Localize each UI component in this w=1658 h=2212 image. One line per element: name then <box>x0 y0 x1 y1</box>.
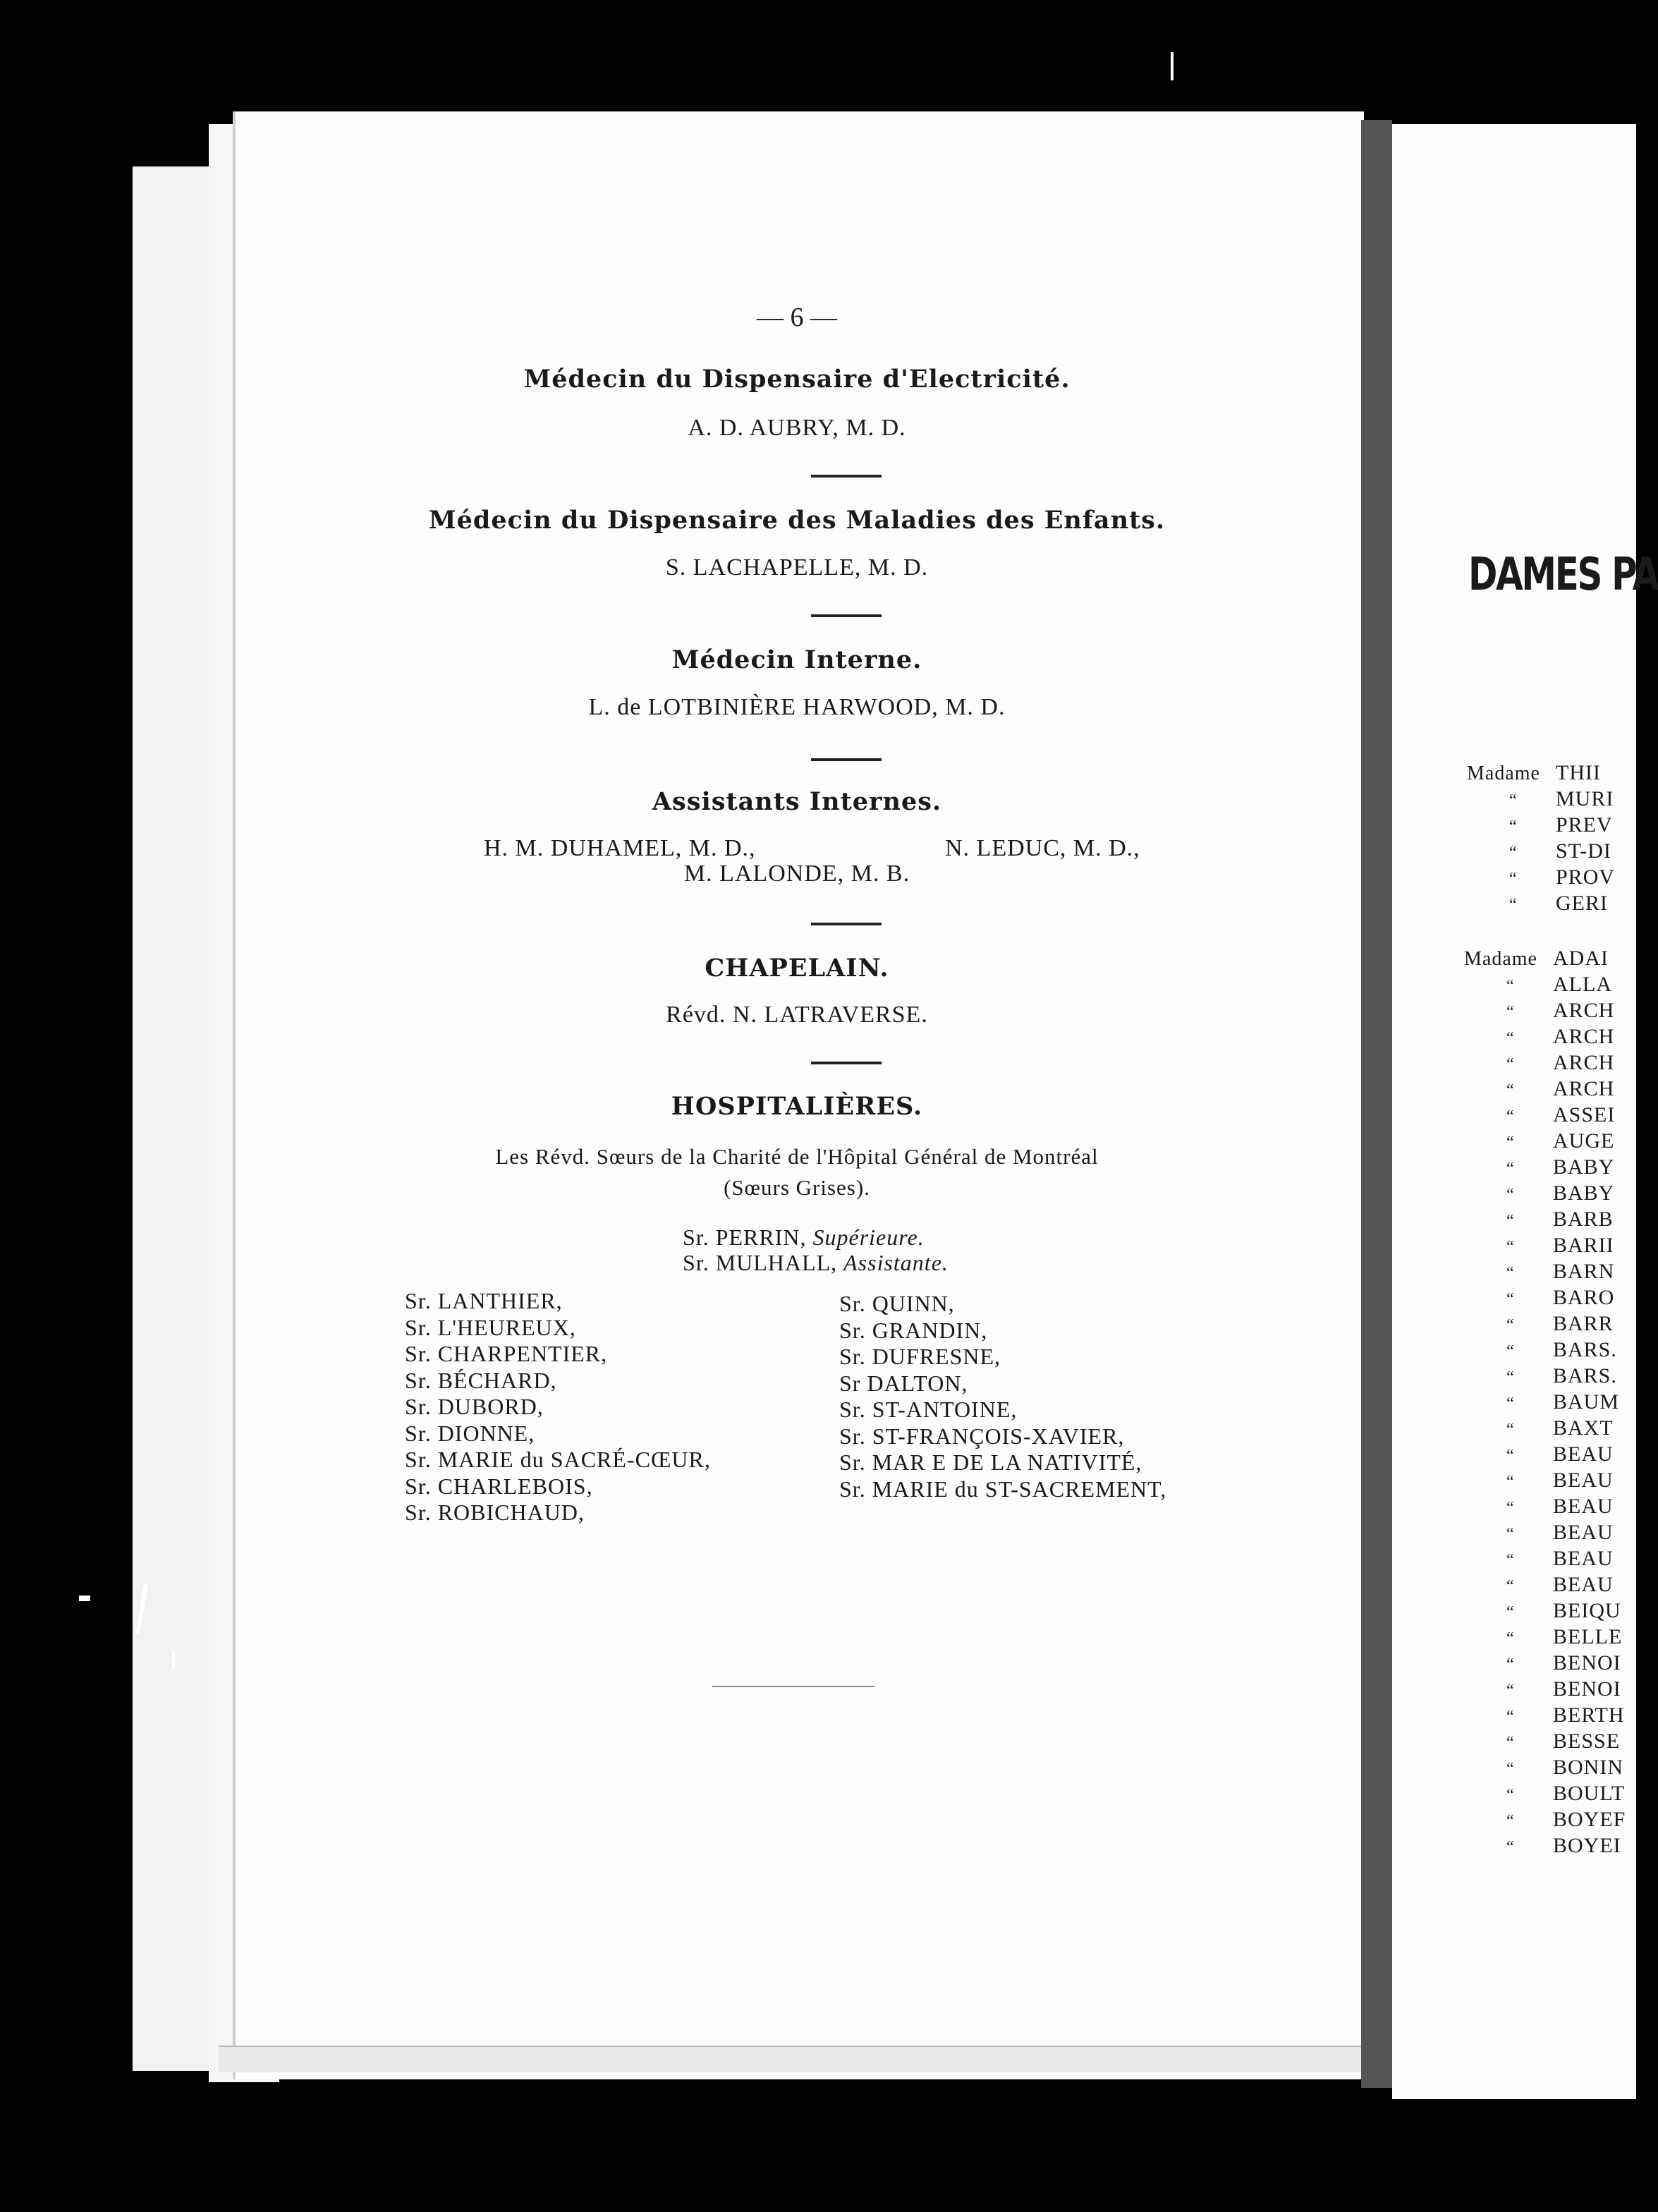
list-item: Sr. DUFRESNE, <box>839 1344 1001 1369</box>
list-item <box>1464 1363 1626 1389</box>
list-item-name: BEAU <box>1553 1521 1614 1544</box>
list-item-name: BAUM <box>1553 1390 1620 1414</box>
list-item-prefix: “ <box>1506 1134 1515 1152</box>
section-rule <box>811 614 882 617</box>
list-item <box>1464 1833 1626 1859</box>
list-item <box>1464 1624 1626 1650</box>
list-item <box>1464 1806 1626 1833</box>
list-item <box>1464 1780 1626 1806</box>
list-item <box>1464 1284 1626 1311</box>
list-item-prefix: “ <box>1509 896 1518 914</box>
list-item-prefix: “ <box>1506 1812 1515 1830</box>
superieure-line <box>683 1224 925 1251</box>
list-item <box>1464 945 1626 971</box>
list-item-prefix: Madame <box>1464 948 1537 970</box>
list-item-name: BARII <box>1553 1234 1614 1257</box>
list-item <box>1464 1206 1626 1232</box>
list-item-prefix: “ <box>1506 1029 1515 1047</box>
list-item <box>1467 786 1615 812</box>
list-item-name: BARN <box>1553 1260 1615 1283</box>
list-item <box>1464 1702 1626 1728</box>
list-item-prefix: “ <box>1506 1838 1515 1857</box>
list-item <box>1464 1676 1626 1702</box>
list-item-prefix: “ <box>1509 791 1518 810</box>
list-item: Sr. L'HEUREUX, <box>405 1314 576 1340</box>
list-item-prefix: “ <box>1509 818 1518 836</box>
list-item <box>1464 1545 1626 1572</box>
list-item <box>1464 1128 1626 1154</box>
name-lalonde: M. LALONDE, M. B. <box>683 861 910 887</box>
list-item-prefix: “ <box>1506 1603 1515 1622</box>
list-item-name: BOYEI <box>1553 1834 1621 1857</box>
list-item-prefix: “ <box>1506 1212 1515 1230</box>
heading-hospitalieres: HOSPITALIÈRES. <box>671 1092 923 1121</box>
list-item <box>1467 760 1615 786</box>
list-item-name: MURI <box>1556 787 1614 810</box>
list-item-name: PREV <box>1556 813 1613 837</box>
list-item: Sr. GRANDIN, <box>839 1317 988 1343</box>
list-item <box>1464 1258 1626 1284</box>
list-item-name: BERTH <box>1553 1703 1625 1727</box>
list-item <box>1467 864 1615 890</box>
list-item-prefix: “ <box>1506 1055 1515 1074</box>
list-item-name: BEAU <box>1553 1573 1614 1596</box>
list-item <box>1464 1389 1626 1415</box>
list-item <box>1464 1598 1626 1624</box>
list-item: Sr. MARIE du SACRÉ-CŒUR, <box>405 1447 711 1472</box>
list-item-prefix: “ <box>1506 1368 1515 1387</box>
list-item <box>1467 838 1615 864</box>
name-duhamel: H. M. DUHAMEL, M. D., <box>484 835 756 861</box>
list-item-name: BARR <box>1553 1312 1614 1335</box>
list-item: Sr. ST-ANTOINE, <box>839 1397 1018 1422</box>
list-item-name: BABY <box>1553 1181 1615 1205</box>
list-item: Sr. MAR E DE LA NATIVITÉ, <box>839 1450 1142 1475</box>
superieure-title: Supérieure. <box>812 1224 925 1250</box>
right-page-title: DAMES PA <box>1468 549 1658 601</box>
list-item-name: ARCH <box>1553 1051 1615 1074</box>
list-item-prefix: “ <box>1506 1629 1515 1648</box>
list-item-prefix: “ <box>1506 1290 1515 1308</box>
list-item <box>1464 1650 1626 1676</box>
list-item-prefix: “ <box>1506 1238 1515 1256</box>
list-item-prefix: “ <box>1506 1394 1515 1413</box>
list-item-name: BEAU <box>1553 1547 1614 1570</box>
list-item-prefix: “ <box>1506 1708 1515 1726</box>
list-item: Sr. DUBORD, <box>405 1394 544 1419</box>
list-item-name: BARO <box>1553 1286 1615 1309</box>
list-item <box>1464 1311 1626 1337</box>
list-item-name: BAXT <box>1553 1416 1614 1440</box>
sisters-list-left <box>405 1288 711 1526</box>
list-item-name: ARCH <box>1553 1077 1615 1100</box>
heading-interne: Médecin Interne. <box>671 645 922 674</box>
name-latraverse: Révd. N. LATRAVERSE. <box>666 1002 928 1028</box>
section-rule <box>811 1062 882 1064</box>
list-item: Sr. MARIE du ST-SACREMENT, <box>839 1476 1167 1502</box>
list-item-prefix: “ <box>1506 1786 1515 1804</box>
list-item-prefix: “ <box>1506 1525 1515 1543</box>
list-item <box>1467 812 1615 838</box>
list-item-name: ARCH <box>1553 999 1615 1022</box>
list-item-name: BARB <box>1553 1208 1614 1231</box>
superieure-name: Sr. PERRIN, <box>683 1224 807 1250</box>
list-item <box>1464 1337 1626 1363</box>
list-item-name: BOYEF <box>1553 1808 1626 1831</box>
section-rule <box>811 475 882 478</box>
name-harwood: L. de LOTBINIÈRE HARWOOD, M. D. <box>588 694 1006 720</box>
list-item <box>1464 1102 1626 1128</box>
list-item-prefix: “ <box>1506 1316 1515 1335</box>
list-item-name: BEIQU <box>1553 1599 1621 1622</box>
heading-electricite: Médecin du Dispensaire d'Electricité. <box>523 365 1071 394</box>
heading-assistants: Assistants Internes. <box>652 787 942 816</box>
list-item <box>1464 1441 1626 1467</box>
list-item <box>1464 971 1626 997</box>
list-item <box>1464 1467 1626 1493</box>
list-item <box>1464 1180 1626 1206</box>
ladies-list-group-2 <box>1464 945 1626 1859</box>
list-item: Sr. BÉCHARD, <box>405 1367 557 1393</box>
list-item-prefix: “ <box>1506 1186 1515 1204</box>
list-item-name: ST-DI <box>1556 839 1611 863</box>
list-item-prefix: “ <box>1506 1264 1515 1282</box>
page-bottom-edge <box>219 2046 1375 2072</box>
assistante-name: Sr. MULHALL, <box>683 1250 838 1275</box>
list-item <box>1464 1572 1626 1598</box>
list-item-name: BOULT <box>1553 1782 1626 1805</box>
scan-speck <box>79 1596 90 1601</box>
list-item-prefix: “ <box>1509 844 1518 862</box>
sisters-list-right <box>839 1291 1166 1502</box>
list-item-prefix: “ <box>1506 1577 1515 1596</box>
list-item-name: BARS. <box>1553 1364 1617 1387</box>
list-item-prefix: “ <box>1506 977 1515 995</box>
scan-speck <box>172 1651 175 1669</box>
list-item <box>1464 1023 1626 1050</box>
list-item-name: BONIN <box>1553 1756 1623 1779</box>
list-item-prefix: “ <box>1509 870 1518 888</box>
list-item-prefix: “ <box>1506 1682 1515 1700</box>
list-item-prefix: “ <box>1506 1499 1515 1517</box>
section-rule <box>811 923 882 925</box>
scan-speck <box>1171 52 1174 80</box>
list-item <box>1464 1050 1626 1076</box>
list-item: Sr DALTON, <box>839 1370 968 1396</box>
list-item-name: BENOI <box>1553 1651 1621 1675</box>
list-item-name: PROV <box>1556 865 1616 889</box>
list-item-prefix: “ <box>1506 1003 1515 1021</box>
list-item: Sr. ROBICHAUD, <box>405 1500 585 1525</box>
list-item-name: BESSE <box>1553 1730 1621 1753</box>
list-item-name: THII <box>1556 761 1601 784</box>
list-item-prefix: “ <box>1506 1342 1515 1361</box>
list-item-name: BABY <box>1553 1155 1615 1179</box>
list-item <box>1467 890 1615 916</box>
list-item <box>1464 997 1626 1023</box>
name-lachapelle: S. LACHAPELLE, M. D. <box>665 554 929 581</box>
ladies-list-group-1 <box>1467 760 1615 916</box>
list-item: Sr. QUINN, <box>839 1291 955 1316</box>
list-item: Sr. CHARLEBOIS, <box>405 1473 593 1499</box>
section-rule <box>811 758 882 761</box>
list-item <box>1464 1232 1626 1258</box>
list-item-name: BEAU <box>1553 1442 1614 1466</box>
list-item-name: BELLE <box>1553 1625 1623 1648</box>
list-item-name: GERI <box>1556 892 1608 915</box>
name-leduc: N. LEDUC, M. D., <box>945 835 1140 861</box>
list-item-prefix: “ <box>1506 1551 1515 1569</box>
list-item <box>1464 1728 1626 1754</box>
heading-enfants: Médecin du Dispensaire des Maladies des Enfants. <box>428 506 1166 535</box>
list-item <box>1464 1493 1626 1519</box>
list-item-prefix: Madame <box>1467 762 1540 784</box>
list-item-name: BEAU <box>1553 1469 1614 1492</box>
list-item-prefix: “ <box>1506 1655 1515 1674</box>
list-item <box>1464 1519 1626 1545</box>
book-gutter <box>1361 120 1392 2088</box>
list-item-name: ALLA <box>1553 973 1612 996</box>
list-item: Sr. CHARPENTIER, <box>405 1341 608 1366</box>
list-item-name: ADAI <box>1553 947 1609 970</box>
list-item-prefix: “ <box>1506 1107 1515 1126</box>
list-item <box>1464 1154 1626 1180</box>
list-item-prefix: “ <box>1506 1421 1515 1439</box>
list-item-prefix: “ <box>1506 1473 1515 1491</box>
list-item-prefix: “ <box>1506 1160 1515 1178</box>
list-item-name: ASSEI <box>1553 1103 1616 1126</box>
name-aubry: A. D. AUBRY, M. D. <box>688 415 906 441</box>
list-item <box>1464 1754 1626 1780</box>
list-item <box>1464 1415 1626 1441</box>
list-item: Sr. LANTHIER, <box>405 1288 563 1313</box>
list-item-prefix: “ <box>1506 1734 1515 1752</box>
list-item-name: BENOI <box>1553 1677 1621 1701</box>
list-item: Sr. DIONNE, <box>405 1420 535 1446</box>
list-item-name: ARCH <box>1553 1025 1615 1048</box>
list-item-prefix: “ <box>1506 1081 1515 1100</box>
hospitalieres-order: Les Révd. Sœurs de la Charité de l'Hôpital Général de Montréal <box>495 1144 1099 1169</box>
list-item <box>1464 1076 1626 1102</box>
hospitalieres-order-alt: (Sœurs Grises). <box>724 1175 870 1200</box>
list-item-name: BARS. <box>1553 1338 1617 1361</box>
list-item-prefix: “ <box>1506 1447 1515 1465</box>
heading-chapelain: CHAPELAIN. <box>705 954 889 983</box>
list-item-name: AUGE <box>1553 1129 1615 1153</box>
list-item-prefix: “ <box>1506 1760 1515 1778</box>
list-item: Sr. ST-FRANÇOIS-XAVIER, <box>839 1423 1125 1449</box>
assistante-line <box>683 1250 949 1276</box>
list-item-name: BEAU <box>1553 1495 1614 1518</box>
page-number: — 6 — <box>757 303 837 332</box>
assistante-title: Assistante. <box>843 1250 949 1275</box>
scan-speck <box>712 1686 874 1687</box>
